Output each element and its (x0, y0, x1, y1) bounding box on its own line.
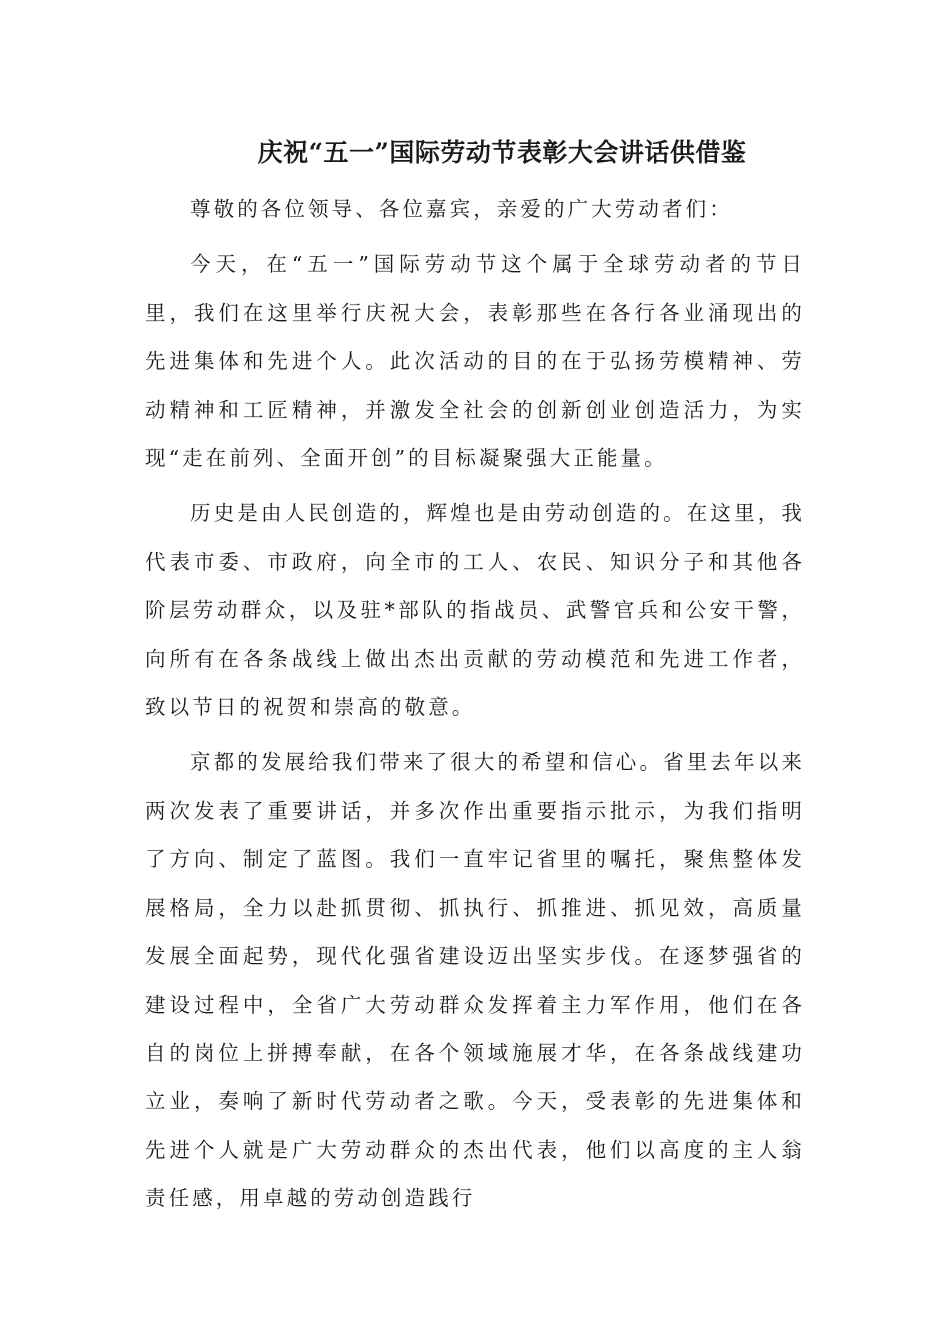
document-body (145, 185, 805, 1223)
body-paragraph: 京都的发展给我们带来了很大的希望和信心。省里去年以来两次发表了重要讲话，并多次作出重要指示批示，为我们指明了方向、制定了蓝图。我们一直牢记省里的嘱托，聚焦整体发展格局，全力以赴抓贯彻、抓执行、抓推进、抓见效，高质量发展全面起势，现代化强省建设迈出坚实步伐。在逐梦强省的建设过程中，全省广大劳动群众发挥着主力军作用，他们在各自的岗位上拼搏奉献，在各个领域施展才华，在各条战线建功立业，奏响了新时代劳动者之歌。今天，受表彰的先进集体和先进个人就是广大劳动群众的杰出代表，他们以高度的主人翁责任感，用卓越的劳动创造践行 (145, 750, 805, 1211)
salutation-paragraph: 尊敬的各位领导、各位嘉宾，亲爱的广大劳动者们： (190, 197, 733, 221)
body-paragraph: 历史是由人民创造的，辉煌也是由劳动创造的。在这里，我代表市委、市政府，向全市的工人、农民、知识分子和其他各阶层劳动群众，以及驻*部队的指战员、武警官兵和公安干警，向所有在各条战线上做出杰出贡献的劳动模范和先进工作者，致以节日的祝贺和崇高的敬意。 (145, 501, 805, 720)
body-paragraph: 今天，在“五一”国际劳动节这个属于全球劳动者的节日里，我们在这里举行庆祝大会，表彰那些在各行各业涌现出的先进集体和先进个人。此次活动的目的在于弘扬劳模精神、劳动精神和工匠精神，并激发全社会的创新创业创造活力，为实现“走在前列、全面开创”的目标凝聚强大正能量。 (145, 252, 805, 471)
document-title: 庆祝“五一”国际劳动节表彰大会讲话供借鉴 (257, 138, 747, 167)
